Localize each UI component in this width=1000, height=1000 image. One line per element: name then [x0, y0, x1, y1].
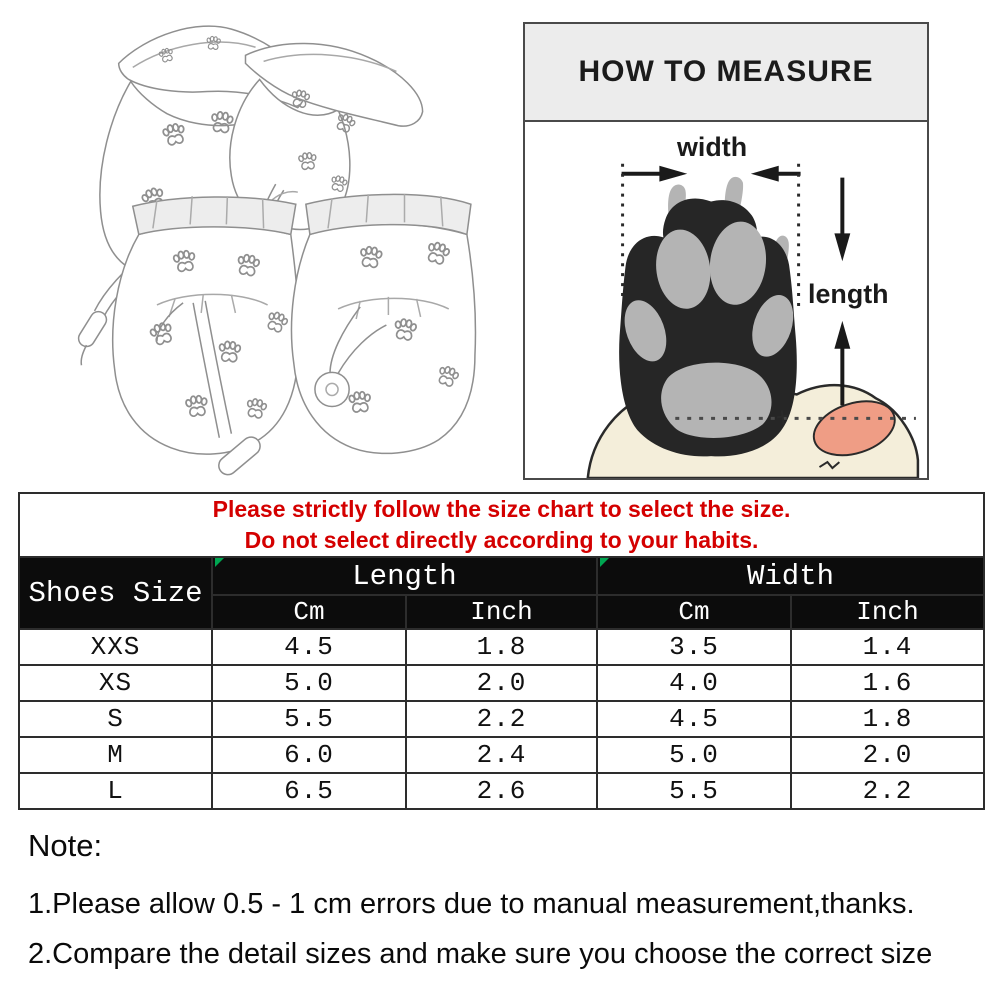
excel-corner-marker-icon: [600, 558, 609, 567]
header-shoes-size: Shoes Size: [19, 557, 212, 629]
dog-shoes-sketch: [5, 5, 490, 480]
cell-length-cm: 4.5: [212, 629, 406, 665]
cell-length-cm: 6.0: [212, 737, 406, 773]
dog-bootie: [291, 194, 475, 453]
length-label: length: [808, 278, 889, 309]
cell-width-cm: 5.5: [597, 773, 791, 809]
notes-section: [28, 828, 993, 988]
note-title: Note:: [28, 828, 103, 863]
header-length-inch: Inch: [406, 595, 597, 629]
paw-measure-diagram: [523, 122, 929, 480]
size-table-section: [18, 492, 985, 810]
how-to-measure-title: HOW TO MEASURE: [523, 22, 929, 122]
table-row: [19, 737, 984, 773]
cell-length-inch: 2.4: [406, 737, 597, 773]
how-to-measure-panel: [523, 22, 929, 480]
paw-measure-svg: [525, 122, 927, 478]
dog-bootie: [113, 196, 299, 478]
cell-size: M: [19, 737, 212, 773]
cell-length-cm: 5.0: [212, 665, 406, 701]
note-item-1: 1.Please allow 0.5 - 1 cm errors due to manual measurement,thanks.: [28, 888, 915, 920]
cell-length-inch: 1.8: [406, 629, 597, 665]
excel-corner-marker-icon: [215, 558, 224, 567]
cell-width-inch: 2.0: [791, 737, 984, 773]
note-item-2: 2.Compare the detail sizes and make sure you choose the correct size: [28, 938, 933, 970]
cell-width-inch: 2.2: [791, 773, 984, 809]
cell-width-inch: 1.4: [791, 629, 984, 665]
caption-line-2: Do not select directly according to your habits.: [244, 527, 759, 553]
cell-size: XS: [19, 665, 212, 701]
header-length-cm: Cm: [212, 595, 406, 629]
cell-size: S: [19, 701, 212, 737]
cell-width-cm: 4.5: [597, 701, 791, 737]
table-row: [19, 701, 984, 737]
cell-length-inch: 2.2: [406, 701, 597, 737]
cell-width-cm: 5.0: [597, 737, 791, 773]
width-label: width: [677, 131, 748, 162]
cell-width-cm: 3.5: [597, 629, 791, 665]
table-row: [19, 665, 984, 701]
size-table: [18, 492, 985, 810]
caption-line-1: Please strictly follow the size chart to select the size.: [212, 496, 791, 522]
header-width-cm: Cm: [597, 595, 791, 629]
cell-width-inch: 1.6: [791, 665, 984, 701]
cell-size: L: [19, 773, 212, 809]
cell-length-cm: 6.5: [212, 773, 406, 809]
cell-width-inch: 1.8: [791, 701, 984, 737]
table-row: [19, 773, 984, 809]
cell-length-inch: 2.0: [406, 665, 597, 701]
table-row: [19, 629, 984, 665]
size-table-caption: [19, 493, 984, 557]
cell-size: XXS: [19, 629, 212, 665]
width-arrow-icon: [622, 166, 801, 182]
header-width: Width: [597, 557, 984, 595]
dog-shoes-sketch-svg: [5, 5, 490, 480]
header-length: Length: [212, 557, 597, 595]
cell-length-inch: 2.6: [406, 773, 597, 809]
cell-width-cm: 4.0: [597, 665, 791, 701]
header-width-inch: Inch: [791, 595, 984, 629]
cell-length-cm: 5.5: [212, 701, 406, 737]
